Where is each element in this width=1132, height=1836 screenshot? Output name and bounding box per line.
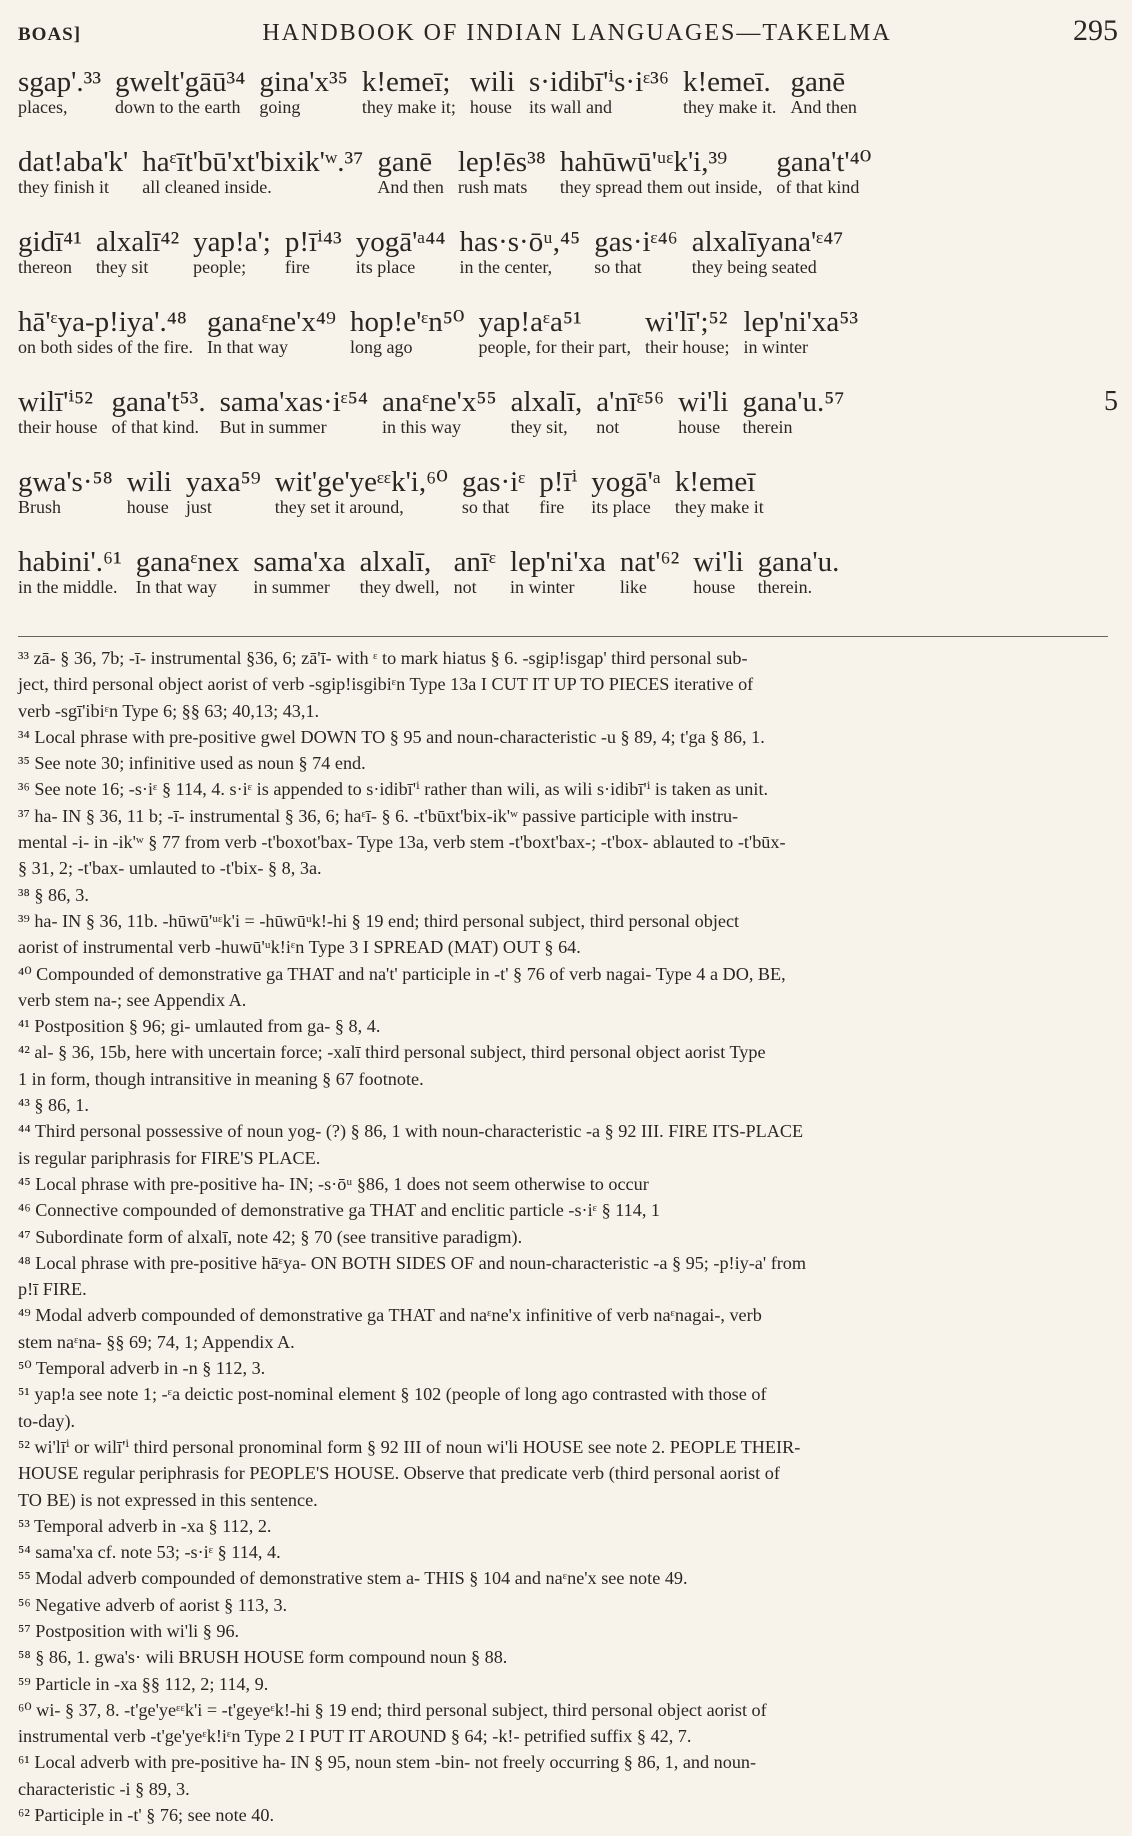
word-gloss: house	[469, 97, 512, 117]
native-word: gana'u.	[757, 546, 840, 578]
native-word: ganaᵋnex	[135, 546, 240, 578]
native-word: hahūwū'ᵘᵋk'i,³⁹	[559, 146, 728, 178]
native-word: yaxa⁵⁹	[185, 466, 261, 498]
interlinear-line	[18, 146, 1118, 226]
word-group	[645, 306, 729, 357]
word-gloss: its place	[591, 497, 651, 517]
word-gloss: house	[678, 417, 721, 437]
footnote-line: ⁶⁰ wi- § 37, 8. -t'ge'yeᵋᵋk'i = -t'geyeᵋk!-hi § 19 end; third personal subject, third personal object aorist of	[18, 1699, 767, 1720]
word-gloss: In that way	[206, 337, 288, 357]
word-gloss: Brush	[18, 497, 62, 517]
word-group	[362, 66, 456, 117]
footnote-line: characteristic -i § 89, 3.	[18, 1778, 190, 1799]
word-group	[377, 146, 444, 197]
word-gloss: in summer	[253, 577, 330, 597]
word-gloss: they make it	[674, 497, 764, 517]
native-word: sgap'.³³	[18, 66, 102, 98]
line-number: 5	[1104, 386, 1118, 417]
word-gloss: And then	[377, 177, 444, 197]
native-word: lep'ni'xa	[510, 546, 606, 578]
word-group	[790, 66, 857, 117]
footnote-line: ⁵² wi'līⁱ or wilī'ⁱ third personal pronominal form § 92 III of noun wi'li HOUSE see note 2. PEOPLE THEIR-	[18, 1436, 801, 1457]
interlinear-line	[18, 306, 1118, 386]
footnote-line: verb -sgī'ibiᵋn Type 6; §§ 63; 40,13; 43,1.	[18, 700, 320, 721]
native-word: yogā'ᵃ	[591, 466, 661, 498]
footnote-line: ³⁸ § 86, 3.	[18, 884, 89, 905]
word-group	[675, 466, 764, 517]
word-gloss: they make it;	[361, 97, 456, 117]
word-gloss: their house;	[644, 337, 730, 357]
word-group	[18, 226, 82, 277]
word-group	[742, 386, 844, 437]
native-word: alxalī,	[359, 546, 432, 578]
footnote-line: ⁴⁵ Local phrase with pre-positive ha- IN; -s·ōᵘ §86, 1 does not seem otherwise to occur	[18, 1173, 649, 1194]
word-gloss: in the center,	[459, 257, 553, 277]
native-word: gina'x³⁵	[259, 66, 348, 98]
word-group	[678, 386, 728, 437]
footnote-line: ³⁶ See note 16; -s·iᵋ § 114, 4. s·iᵋ is appended to s·idibī'ⁱ rather than wili, as wili s·idibī'ⁱ is taken as unit.	[18, 779, 769, 800]
word-group	[96, 226, 179, 277]
word-gloss: thereon	[18, 257, 72, 277]
word-group	[591, 466, 661, 517]
native-word: has·s·ōᵘ,⁴⁵	[459, 226, 581, 258]
footnote-line: to-day).	[18, 1410, 76, 1431]
word-gloss: on both sides of the fire.	[18, 337, 193, 357]
word-gloss: they sit	[95, 257, 149, 277]
native-word: gas·iᵋ	[461, 466, 526, 498]
word-group	[127, 466, 172, 517]
word-gloss: its wall and	[528, 97, 612, 117]
footnote-line: ⁴⁰ Compounded of demonstrative ga THAT and na't' participle in -t' § 76 of verb nagai- Type 4 a DO, BE,	[18, 963, 786, 984]
interlinear-line	[18, 226, 1118, 306]
footnote-divider	[18, 636, 1108, 637]
word-gloss: down to the earth	[115, 97, 241, 117]
word-gloss: so that	[461, 497, 510, 517]
footnote-line: ⁴¹ Postposition § 96; gi- umlauted from ga- § 8, 4.	[18, 1016, 381, 1037]
native-word: habini'.⁶¹	[18, 546, 122, 578]
native-word: sama'xas·iᵋ⁵⁴	[219, 386, 368, 418]
footnote-line: ⁴⁸ Local phrase with pre-positive hāᵋya- ON BOTH SIDES OF and noun-characteristic -a § 95; -p!iy-a' from	[18, 1252, 807, 1273]
native-word: wi'li	[678, 386, 729, 418]
word-gloss: in the middle.	[18, 577, 118, 597]
word-group	[454, 546, 496, 597]
page-number: 295	[1073, 14, 1118, 47]
footnote-line: ⁵⁹ Particle in -xa §§ 112, 2; 114, 9.	[18, 1673, 269, 1694]
word-gloss: of that kind	[776, 177, 860, 197]
word-group	[594, 226, 678, 277]
word-group	[142, 146, 363, 197]
footnote-line: ⁵⁸ § 86, 1. gwa's· wili BRUSH HOUSE form compound noun § 88.	[18, 1647, 508, 1668]
footnote-line: ⁵⁵ Modal adverb compounded of demonstrative stem a- THIS § 104 and naᵋne'x see note 49.	[18, 1568, 688, 1589]
footnote-line: ⁴⁹ Modal adverb compounded of demonstrative ga THAT and naᵋne'x infinitive of verb naᵋnagai-, verb	[18, 1305, 762, 1326]
native-word: p!īⁱ	[539, 466, 578, 498]
word-group	[18, 66, 101, 117]
word-group	[382, 386, 497, 437]
word-group	[776, 146, 871, 197]
word-gloss: going	[259, 97, 301, 117]
word-group	[253, 546, 345, 597]
native-word: wit'ge'yeᵋᵋk'i,⁶⁰	[274, 466, 448, 498]
native-word: dat!aba'k'	[18, 146, 129, 178]
footnote-line: ⁴⁷ Subordinate form of alxalī, note 42; § 70 (see transitive paradigm).	[18, 1226, 523, 1247]
word-group	[259, 66, 347, 117]
footnote-line: ³⁹ ha- IN § 36, 11b. -hūwū'ᵘᵋk'i = -hūwūᵘk!-hi § 19 end; third personal subject, third personal object	[18, 910, 740, 931]
footnote-line: ⁴³ § 86, 1.	[18, 1095, 89, 1116]
footnote-line: verb stem na-; see Appendix A.	[18, 989, 247, 1010]
word-gloss: they being seated	[691, 257, 817, 277]
word-gloss: And then	[790, 97, 857, 117]
word-group	[743, 306, 858, 357]
footnote-line: is regular pariphrasis for FIRE'S PLACE.	[18, 1147, 321, 1168]
interlinear-line	[18, 66, 1118, 146]
footnote-line: ³⁵ See note 30; infinitive used as noun § 74 end.	[18, 753, 366, 774]
word-gloss: in winter	[743, 337, 808, 357]
native-word: lep!ēs³⁸	[457, 146, 546, 178]
footnote-line: ⁵¹ yap!a see note 1; -ᵋa deictic post-nominal element § 102 (people of long ago contrasted with those of	[18, 1384, 767, 1405]
footnote-line: ³⁴ Local phrase with pre-positive gwel DOWN TO § 95 and noun-characteristic -u § 89, 4; t'ga § 86, 1.	[18, 726, 765, 747]
footnote-line: ⁵⁷ Postposition with wi'li § 96.	[18, 1620, 240, 1641]
author-header: BOAS]	[18, 24, 82, 45]
native-word: gana'u.⁵⁷	[742, 386, 845, 418]
word-gloss: therein.	[757, 577, 813, 597]
native-word: wilī'ⁱ⁵²	[18, 386, 93, 418]
word-group	[683, 66, 776, 117]
word-group	[111, 386, 205, 437]
word-group	[560, 146, 762, 197]
native-word: hop!e'ᵋn⁵⁰	[350, 306, 465, 338]
word-gloss: its place	[355, 257, 416, 277]
word-group	[462, 466, 525, 517]
native-word: wili	[126, 466, 172, 498]
native-word: ganē	[790, 66, 846, 98]
word-group	[470, 66, 515, 117]
footnote-line: ³³ zā- § 36, 7b; -ī- instrumental §36, 6; zā'ī- with ᵋ to mark hiatus § 6. -sgip!isgap' third personal sub-	[18, 648, 748, 668]
running-header	[18, 14, 1118, 54]
word-group	[115, 66, 245, 117]
native-word: yap!a';	[193, 226, 271, 258]
word-gloss: all cleaned inside.	[142, 177, 272, 197]
native-word: a'nīᵋ⁵⁶	[596, 386, 665, 418]
footnote-line: ⁵⁴ sama'xa cf. note 53; -s·iᵋ § 114, 4.	[18, 1542, 281, 1563]
word-group	[360, 546, 440, 597]
word-group	[18, 466, 113, 517]
word-group	[529, 66, 669, 117]
word-group	[693, 546, 743, 597]
footnote-line: mental -i- in -ik'ʷ § 77 from verb -t'boxot'bax- Type 13a, verb stem -t'boxt'bax-; -t'box- ablauted to -t'būx-	[18, 832, 786, 853]
word-group	[479, 306, 631, 357]
native-word: hā'ᵋya-p!iya'.⁴⁸	[18, 306, 187, 338]
interlinear-text	[18, 66, 1118, 626]
word-group	[458, 146, 546, 197]
word-gloss: of that kind.	[111, 417, 199, 437]
word-group	[18, 386, 97, 437]
word-gloss: long ago	[350, 337, 413, 357]
footnote-line: HOUSE regular periphrasis for PEOPLE'S HOUSE. Observe that predicate verb (third personal aorist of	[18, 1463, 780, 1484]
footnote-line: ⁶¹ Local adverb with pre-positive ha- IN § 95, noun stem -bin- not freely occurring § 86, 1, and noun-	[18, 1752, 757, 1773]
native-word: lep'ni'xa⁵³	[743, 306, 859, 338]
word-gloss: therein	[742, 417, 793, 437]
footnote-line: ject, third personal object aorist of verb -sgip!isgibiᵋn Type 13a I CUT IT UP TO PIECES iterative of	[18, 674, 754, 695]
native-word: gana't⁵³.	[111, 386, 206, 418]
footnote-line: p!ī FIRE.	[18, 1279, 87, 1300]
word-group	[220, 386, 368, 437]
interlinear-line	[18, 386, 1118, 466]
word-group	[350, 306, 465, 357]
native-word: anīᵋ	[453, 546, 497, 578]
word-gloss: like	[619, 577, 647, 597]
word-gloss: in this way	[382, 417, 461, 437]
native-word: p!īⁱ⁴³	[284, 226, 342, 258]
footnote-line: aorist of instrumental verb -huwū'ᵘk!iᵋn Type 3 I SPREAD (MAT) OUT § 64.	[18, 937, 581, 958]
native-word: k!emeī	[674, 466, 756, 498]
footnote-line: TO BE) is not expressed in this sentence.	[18, 1489, 318, 1510]
native-word: alxalī,	[510, 386, 583, 418]
word-group	[136, 546, 240, 597]
word-group	[356, 226, 446, 277]
word-group	[285, 226, 342, 277]
word-group	[459, 226, 580, 277]
footnote-line: § 31, 2; -t'bax- umlauted to -t'bix- § 8, 3a.	[18, 858, 322, 879]
native-word: yap!aᵋa⁵¹	[478, 306, 582, 338]
word-gloss: not	[596, 417, 620, 437]
native-word: wi'lī';⁵²	[644, 306, 728, 338]
word-group	[692, 226, 844, 277]
native-word: gana't'⁴⁰	[776, 146, 872, 178]
word-group	[511, 386, 583, 437]
native-word: ganaᵋne'x⁴⁹	[206, 306, 337, 338]
word-gloss: fire	[539, 497, 565, 517]
native-word: anaᵋne'x⁵⁵	[382, 386, 497, 418]
native-word: haᵋīt'bū'xt'bixik'ʷ.³⁷	[142, 146, 364, 178]
word-gloss: people;	[193, 257, 247, 277]
word-group	[758, 546, 840, 597]
native-word: alxalī⁴²	[95, 226, 180, 258]
word-gloss: In that way	[135, 577, 217, 597]
word-gloss: people, for their part,	[478, 337, 631, 357]
word-gloss: in winter	[510, 577, 575, 597]
word-gloss: fire	[284, 257, 310, 277]
native-word: ganē	[377, 146, 433, 178]
interlinear-line	[18, 466, 1118, 546]
native-word: s·idibī'ⁱs·iᵋ³⁶	[528, 66, 669, 98]
word-gloss: they set it around,	[274, 497, 404, 517]
word-gloss: places,	[18, 97, 68, 117]
native-word: gwa's·⁵⁸	[18, 466, 113, 498]
footnote-line: ⁵⁶ Negative adverb of aorist § 113, 3.	[18, 1594, 288, 1615]
word-gloss: they make it.	[682, 97, 777, 117]
word-gloss: not	[453, 577, 477, 597]
footnote-line: ⁵⁰ Temporal adverb in -n § 112, 3.	[18, 1358, 266, 1379]
book-title-header: HANDBOOK OF INDIAN LANGUAGES—TAKELMA	[262, 20, 892, 46]
footnote-line: ⁴² al- § 36, 15b, here with uncertain force; -xalī third personal subject, third personal object aorist Type	[18, 1042, 766, 1063]
word-group	[186, 466, 261, 517]
footnotes	[18, 645, 1108, 1828]
native-word: wi'li	[693, 546, 744, 578]
word-group	[18, 546, 122, 597]
native-word: wili	[469, 66, 515, 98]
word-gloss: they finish it	[18, 177, 109, 197]
native-word: k!emeī.	[682, 66, 771, 98]
word-group	[18, 146, 128, 197]
word-gloss: their house	[18, 417, 98, 437]
word-group	[620, 546, 679, 597]
word-group	[539, 466, 577, 517]
word-gloss: But in summer	[219, 417, 327, 437]
word-gloss: rush mats	[457, 177, 528, 197]
native-word: gas·iᵋ⁴⁶	[594, 226, 678, 258]
native-word: gwelt'gāū³⁴	[115, 66, 246, 98]
word-group	[275, 466, 448, 517]
word-group	[18, 306, 193, 357]
native-word: yogā'ᵃ⁴⁴	[355, 226, 446, 258]
interlinear-line	[18, 546, 1118, 626]
word-gloss: they spread them out inside,	[559, 177, 763, 197]
native-word: nat'⁶²	[619, 546, 680, 578]
native-word: k!emeī;	[361, 66, 451, 98]
word-gloss: they dwell,	[359, 577, 440, 597]
native-word: alxalīyana'ᵋ⁴⁷	[691, 226, 844, 258]
native-word: gidī⁴¹	[18, 226, 82, 258]
footnote-line: instrumental verb -t'ge'yeᵋk!iᵋn Type 2 I PUT IT AROUND § 64; -k!- petrified suffix § 42, 7.	[18, 1726, 692, 1747]
word-gloss: house	[693, 577, 736, 597]
footnote-line: ⁴⁶ Connective compounded of demonstrative ga THAT and enclitic particle -s·iᵋ § 114, 1	[18, 1200, 661, 1221]
native-word: sama'xa	[253, 546, 346, 578]
footnote-line: ⁴⁴ Third personal possessive of noun yog- (?) § 86, 1 with noun-characteristic -a § 92 III. FIRE ITS-PLACE	[18, 1121, 804, 1142]
word-gloss: house	[126, 497, 169, 517]
word-group	[193, 226, 271, 277]
word-gloss: they sit,	[510, 417, 568, 437]
word-group	[510, 546, 606, 597]
footnote-line: ⁶² Participle in -t' § 76; see note 40.	[18, 1805, 275, 1826]
footnote-line: ⁵³ Temporal adverb in -xa § 112, 2.	[18, 1515, 272, 1536]
footnote-line: ³⁷ ha- IN § 36, 11 b; -ī- instrumental § 36, 6; haᵋī- § 6. -t'būxt'bix-ik'ʷ passive participle with instru-	[18, 805, 739, 826]
footnote-line: stem naᵋna- §§ 69; 74, 1; Appendix A.	[18, 1331, 295, 1352]
footnote-line: 1 in form, though intransitive in meaning § 67 footnote.	[18, 1068, 424, 1089]
word-group	[207, 306, 336, 357]
word-group	[596, 386, 664, 437]
word-gloss: so that	[594, 257, 642, 277]
word-gloss: just	[185, 497, 212, 517]
